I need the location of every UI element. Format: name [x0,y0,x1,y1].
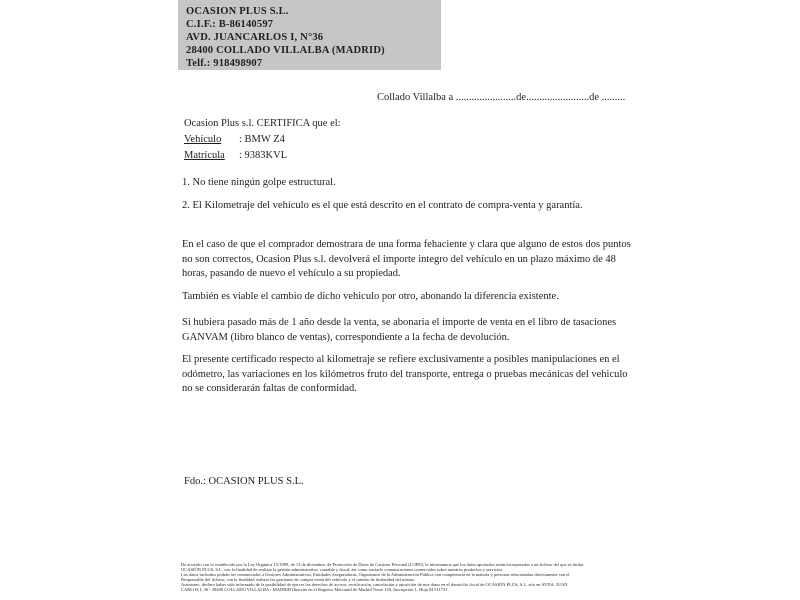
footer-line-1: De acuerdo con lo establecido por la Ley Orgánica 15/1999, de 13 de diciembre, de Protección de Datos de Carácter Personal (LOPD), le informamos que los datos aportados serán incorporados a un fichero del que es titular [181,562,584,567]
point-1: 1. No tiene ningún golpe estructural. [182,177,336,188]
footer-line-3: Los datos incluidos podrán ser comunicados a Gestores Administrativos, Entidades Aseguradoras, Organismos de la Administración Pública con competencia en la materia y personas relacionadas directamente con el [181,572,570,577]
paragraph-ganvam: Si hubiera pasado más de 1 año desde la venta, se abonaría el importe de venta en el libro de tasaciones GANVAM (libro blanco de ventas), correspondiente a la fecha de devolución. [182,317,617,343]
footer-line-5: Asimismo, declaro haber sido informado de la posibilidad de ejercer los derechos de acceso, rectificación, cancelación y oposición de mis datos en el domicilio fiscal de OCASIÓN PLUS, S.L. sito en AVDA. JUAN [181,582,568,587]
company-city: 28400 COLLADO VILLALBA (MADRID) [186,45,385,56]
legal-footer-text [181,562,627,592]
paragraph-refund: En el caso de que el comprador demostrara de una forma fehaciente y clara que alguno de estos dos puntos no son correctos, Ocasion Plus s.l. devolverá el importe integro del vehículo en un plazo máximo de 48 horas, pasando de nuevo el vehículo a su propiedad. [182,239,631,279]
point-2: 2. El Kilometraje del vehículo es el que está descrito en el contrato de compra-venta y garantía. [182,200,583,211]
company-name: OCASION PLUS S.L. [186,6,289,17]
legal-footer [181,562,627,598]
date-line: Collado Villalba a .......................de........................de ......... [377,92,626,103]
footer-line-4: Responsable del fichero, con la finalidad realizar las gestiones de compra venta del vehículo y el cambio de titularidad del mismo. [181,577,416,582]
company-header-block [178,0,441,70]
terms-paragraphs [182,238,634,405]
certify-intro: Ocasion Plus s.l. CERTIFICA que el: [184,118,341,129]
certified-points [182,176,642,222]
plate-row [184,148,341,164]
paragraph-odometer: El presente certificado respecto al kilometraje se refiere exclusivamente a posibles manipulaciones en el odómetro, las variaciones en los kilómetros fruto del transporte, entrega o pruebas mecánicas del vehiculo no se considerarán faltas de conformidad. [182,354,628,394]
vehicle-row [184,132,341,148]
vehicle-value: : BMW Z4 [239,134,285,145]
paragraph-exchange: También es viable el cambio de dicho vehiculo por otro, abonando la diferencia existente. [182,290,559,302]
footer-line-6: CARLOS I, 36 - 28400 COLLADO VILLALBA - MADRID (Inscrita en el Registro Mercantil de Madrid Tomo 150, Inscripción 1, Hoja M 511731 [181,587,448,592]
plate-value: : 9383KVL [239,150,288,161]
vehicle-label: Vehículo [184,134,222,145]
footer-line-2: OCASIÓN PLUS, S.L. con la finalidad de realizar la gestión administrativa, contable y fiscal, así como enviarle comunicaciones comerciales sobre nuestros productos y servicios. [181,567,504,572]
company-cif: C.I.F.: B-86140597 [186,19,274,30]
plate-label: Matrícula [184,150,225,161]
company-phone: Telf.: 918498907 [186,58,263,69]
certify-section [184,116,341,164]
signature-line: Fdo.: OCASION PLUS S.L. [184,476,304,487]
company-address: AVD. JUANCARLOS I, N°36 [186,32,324,43]
